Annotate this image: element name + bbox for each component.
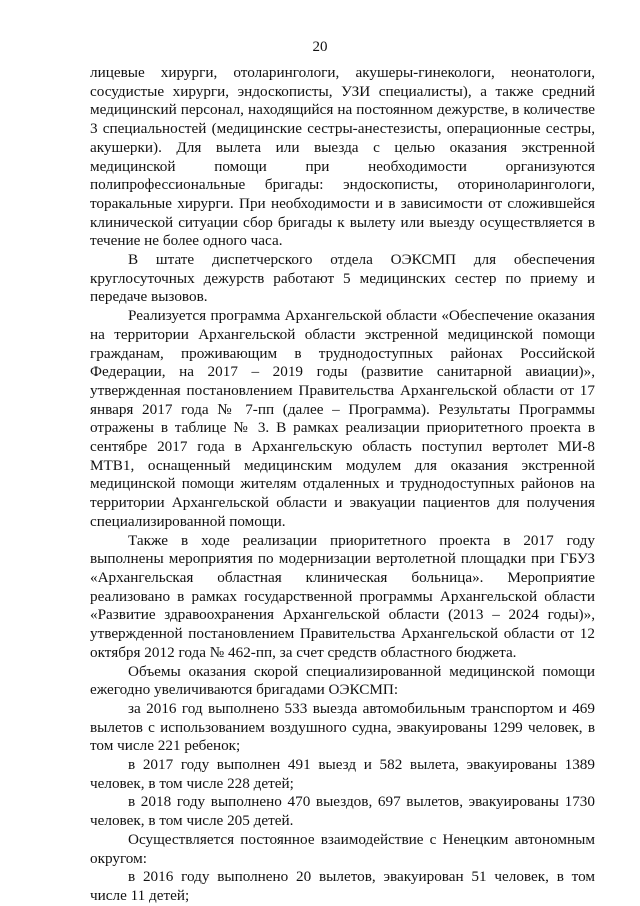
list-item-2018: в 2018 году выполнено 470 выездов, 697 вылетов, эвакуированы 1730 человек, в том числе 205 детей. (90, 793, 595, 830)
list-item-2017: в 2017 году выполнен 491 выезд и 582 вылета, эвакуированы 1389 человек, в том числе 228 детей; (90, 756, 595, 792)
list-item-2016: за 2016 год выполнено 533 выезда автомобильным транспортом и 469 вылетов с использованием воздушного судна, эвакуированы 1299 человек, в том числе 221 ребенок; (90, 699, 595, 755)
paragraph-dispatch-staff: В штате диспетчерского отдела ОЭКСМП для обеспечения круглосуточных дежурств работают 5 медицинских сестер по приему и передаче вызовов. (90, 251, 595, 306)
paragraph-volumes-intro: Объемы оказания скорой специализированной медицинской помощи ежегодно увеличиваются бригадами ОЭКСМП: (90, 662, 595, 699)
paragraph-program: Реализуется программа Архангельской области «Обеспечение оказания на территории Архангельской области экстренной медицинской помощи гражданам, проживающим в труднодоступных районах Российской Федерации, на 2017 – 2019 годы (развитие санитарной авиации)», утвержденная постановлением Правительства Архангельской области от 17 января 2017 года № 7-пп (далее – Программа). Результаты Программы отражены в таблице № 3. В рамках реализации приоритетного проекта в сентябре 2017 года в Архангельскую область поступил вертолет МИ-8 МТВ1, оснащенный медицинским модулем для оказания экстренной медицинской помощи жителям отдаленных и труднодоступных районов на территории Архангельской области и эвакуации пациентов для получения специализированной помощи. (90, 307, 595, 530)
paragraph-nenets-interaction: Осуществляется постоянное взаимодействие с Ненецким автономным округом: (90, 830, 595, 867)
page-number: 20 (312, 39, 328, 55)
paragraph-helipad: Также в ходе реализации приоритетного проекта в 2017 году выполнены мероприятия по модернизации вертолетной площадки при ГБУЗ «Архангельская областная клиническая больница». Мероприятие реализовано в рамках государственной программы Архангельской области «Развитие здравоохранения Архангельской области (2013 – 2024 годы)», утвержденной постановлением Правительства Архангельской области от 12 октября 2012 года № 462-пп, за счет средств областного бюджета. (90, 531, 595, 661)
list-item-nenets-2016: в 2016 году выполнено 20 вылетов, эвакуирован 51 человек, в том числе 11 детей; (90, 868, 595, 904)
document-body (90, 64, 595, 906)
paragraph-specialists: лицевые хирурги, отоларингологи, акушеры-гинекологи, неонатологи, сосудистые хирурги, эндоскописты, УЗИ специалисты), а также средний медицинский персонал, находящийся на постоянном дежурстве, в количестве 3 специальностей (медицинские сестры-анестезисты, операционные сестры, акушерки). Для вылета или выезда с целью оказания экстренной медицинской помощи при необходимости организуются полипрофессиональные бригады: эндоскописты, оториноларингологи, торакальные хирурги. При необходимости и в зависимости от сложившейся клинической ситуации сбор бригады к вылету или выезду осуществляется в течение не более одного часа. (90, 64, 595, 250)
